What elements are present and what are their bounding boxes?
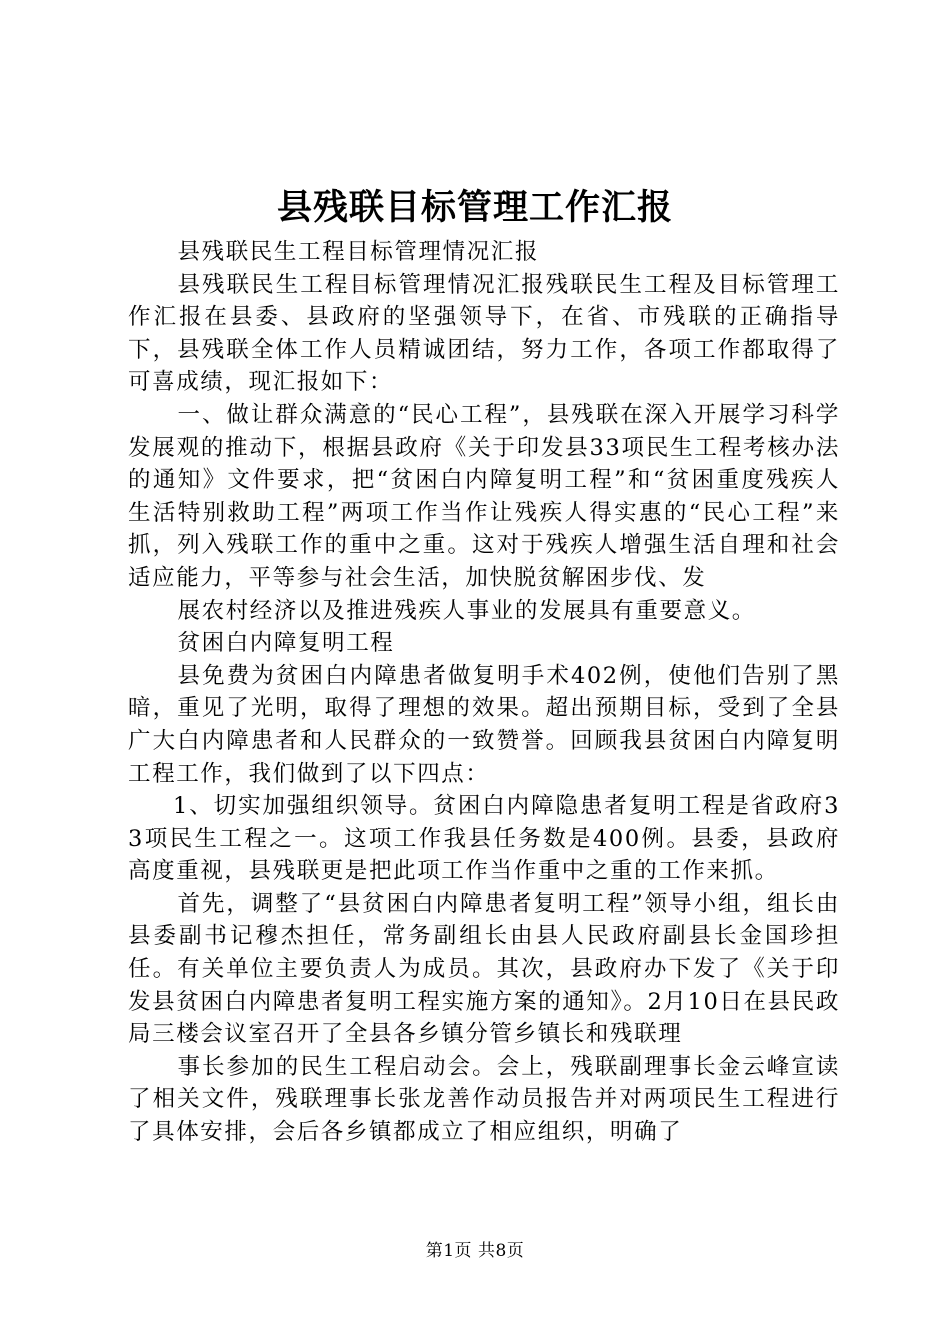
paragraph: 县免费为贫困白内障患者做复明手术402例，使他们告别了黑暗，重见了光明，取得了理想的效果。超出预期目标，受到了全县广大白内障患者和人民群众的一致赞誉。回顾我县贫困白内障复明工程工作，我们做到了以下四点：: [128, 662, 840, 787]
document-title: 县残联目标管理工作汇报: [276, 187, 673, 228]
paragraph: 县残联民生工程目标管理情况汇报残联民生工程及目标管理工作汇报在县委、县政府的坚强领导下，在省、市残联的正确指导下，县残联全体工作人员精诚团结，努力工作，各项工作都取得了可喜成绩，现汇报如下：: [128, 271, 840, 396]
paragraph: 事长参加的民生工程启动会。会上，残联副理事长金云峰宣读了相关文件，残联理事长张龙善作动员报告并对两项民生工程进行了具体安排，会后各乡镇都成立了相应组织，明确了: [128, 1053, 840, 1146]
paragraph: 一、做让群众满意的“民心工程”，县残联在深入开展学习科学发展观的推动下，根据县政府《关于印发县33项民生工程考核办法的通知》文件要求，把“贫困白内障复明工程”和“贫困重度残疾人生活特别救助工程”两项工作当作让残疾人得实惠的“民心工程”来抓，列入残联工作的重中之重。这对于残疾人增强生活自理和社会适应能力，平等参与社会生活，加快脱贫解困步伐、发: [128, 401, 840, 591]
paragraph: 1、切实加强组织领导。贫困白内障隐患者复明工程是省政府33项民生工程之一。这项工作我县任务数是400例。县委，县政府高度重视，县残联更是把此项工作当作重中之重的工作来抓。: [128, 793, 840, 885]
paragraph: 县残联民生工程目标管理情况汇报: [177, 239, 540, 265]
page-footer: 第1页 共8页: [425, 1241, 525, 1261]
paragraph: 首先，调整了“县贫困白内障患者复明工程”领导小组，组长由县委副书记穆杰担任，常务副组长由县人民政府副县长金国珍担任。有关单位主要负责人为成员。其次，县政府办下发了《关于印发县贫困白内障患者复明工程实施方案的通知》。2月10日在县民政局三楼会议室召开了全县各乡镇分管乡镇长和残联理: [128, 890, 840, 1048]
paragraph: 展农村经济以及推进残疾人事业的发展具有重要意义。: [177, 597, 756, 624]
section-heading: 贫困白内障复明工程: [177, 630, 395, 657]
document-body: [128, 236, 840, 1149]
